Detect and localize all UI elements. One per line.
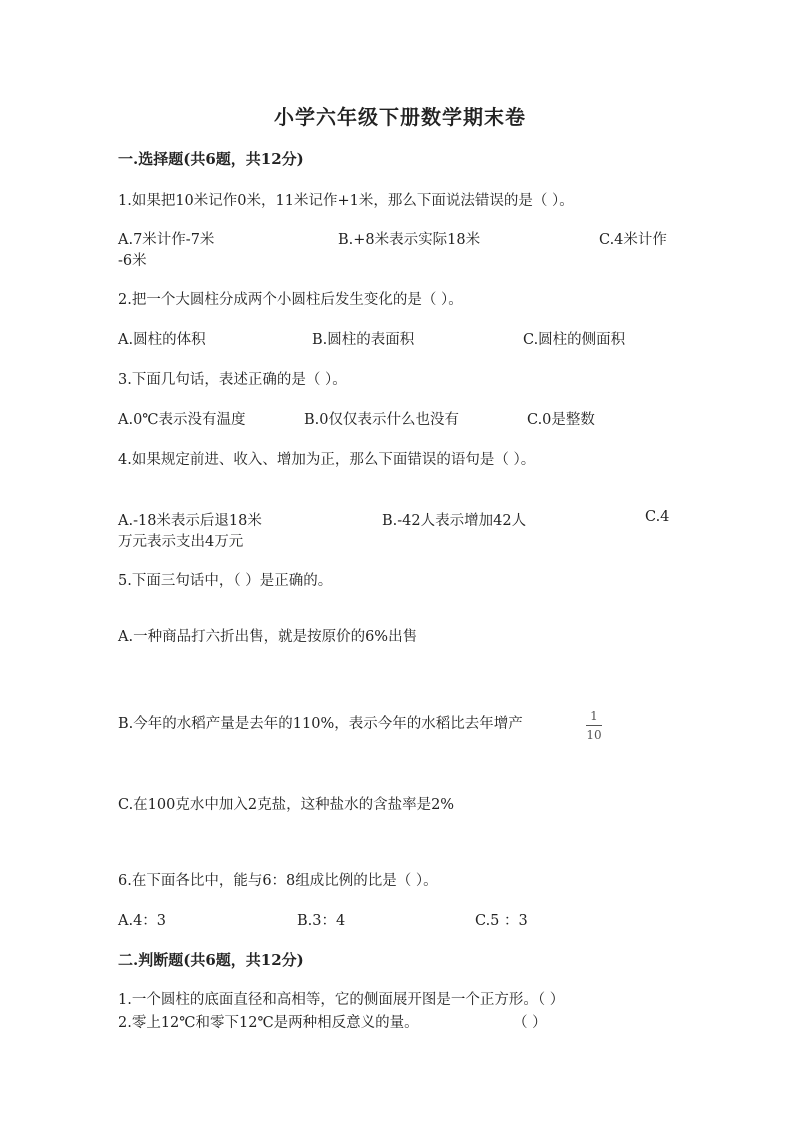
question-3-option-a: A.0℃表示没有温度	[118, 412, 246, 428]
question-5-option-b: B.今年的水稻产量是去年的110%，表示今年的水稻比去年增产	[118, 716, 523, 732]
question-2-option-b: B.圆柱的表面积	[312, 332, 415, 348]
question-4-option-b: B.-42人表示增加42人	[382, 513, 527, 529]
section-heading-judgment: 二.判断题(共6题，共12分)	[118, 951, 304, 969]
question-5-option-c: C.在100克水中加入2克盐，这种盐水的含盐率是2%	[118, 797, 455, 813]
section-heading-choice: 一.选择题(共6题，共12分)	[118, 150, 304, 168]
judgment-question-1: 1.一个圆柱的底面直径和高相等，它的侧面展开图是一个正方形。（ ）	[118, 992, 565, 1008]
page-title: 小学六年级下册数学期末卷	[274, 105, 526, 129]
question-1-option-a: A.7米计作-7米	[118, 232, 215, 248]
question-1-option-c-continued: -6米	[118, 253, 147, 269]
fraction-numerator: 1	[590, 709, 598, 723]
question-4-option-a: A.-18米表示后退18米	[118, 513, 262, 529]
question-1-option-b: B.+8米表示实际18米	[338, 232, 481, 248]
question-1-stem: 1.如果把10米记作0米，11米记作+1米，那么下面说法错误的是（ ）。	[118, 193, 574, 209]
question-1-option-c: C.4米计作	[599, 232, 667, 248]
question-5-option-a: A.一种商品打六折出售，就是按原价的6%出售	[118, 629, 418, 645]
question-3-stem: 3.下面几句话，表述正确的是（ ）。	[118, 372, 347, 388]
fraction-one-tenth	[585, 709, 603, 742]
question-3-option-c: C.0是整数	[527, 412, 595, 428]
question-2-stem: 2.把一个大圆柱分成两个小圆柱后发生变化的是（ ）。	[118, 292, 463, 308]
question-2-option-c: C.圆柱的侧面积	[523, 332, 626, 348]
question-6-option-a: A.4：3	[118, 913, 167, 929]
question-4-option-c-continued: 万元表示支出4万元	[118, 534, 244, 550]
question-6-option-c: C.5 ：3	[475, 913, 528, 929]
question-3-option-b: B.0仅仅表示什么也没有	[304, 412, 459, 428]
question-5-stem: 5.下面三句话中，（ ）是正确的。	[118, 573, 333, 589]
question-6-stem: 6.在下面各比中，能与6：8组成比例的比是（ ）。	[118, 873, 438, 889]
judgment-question-2-answer-blank: （ ）	[513, 1015, 547, 1031]
question-6-option-b: B.3：4	[297, 913, 346, 929]
question-2-option-a: A.圆柱的体积	[118, 332, 206, 348]
judgment-question-2: 2.零上12℃和零下12℃是两种相反意义的量。	[118, 1015, 419, 1031]
question-4-stem: 4.如果规定前进、收入、增加为正，那么下面错误的语句是（ ）。	[118, 452, 536, 468]
fraction-denominator: 10	[586, 728, 602, 742]
fraction-bar	[586, 725, 602, 726]
question-4-option-c: C.4	[645, 509, 670, 525]
